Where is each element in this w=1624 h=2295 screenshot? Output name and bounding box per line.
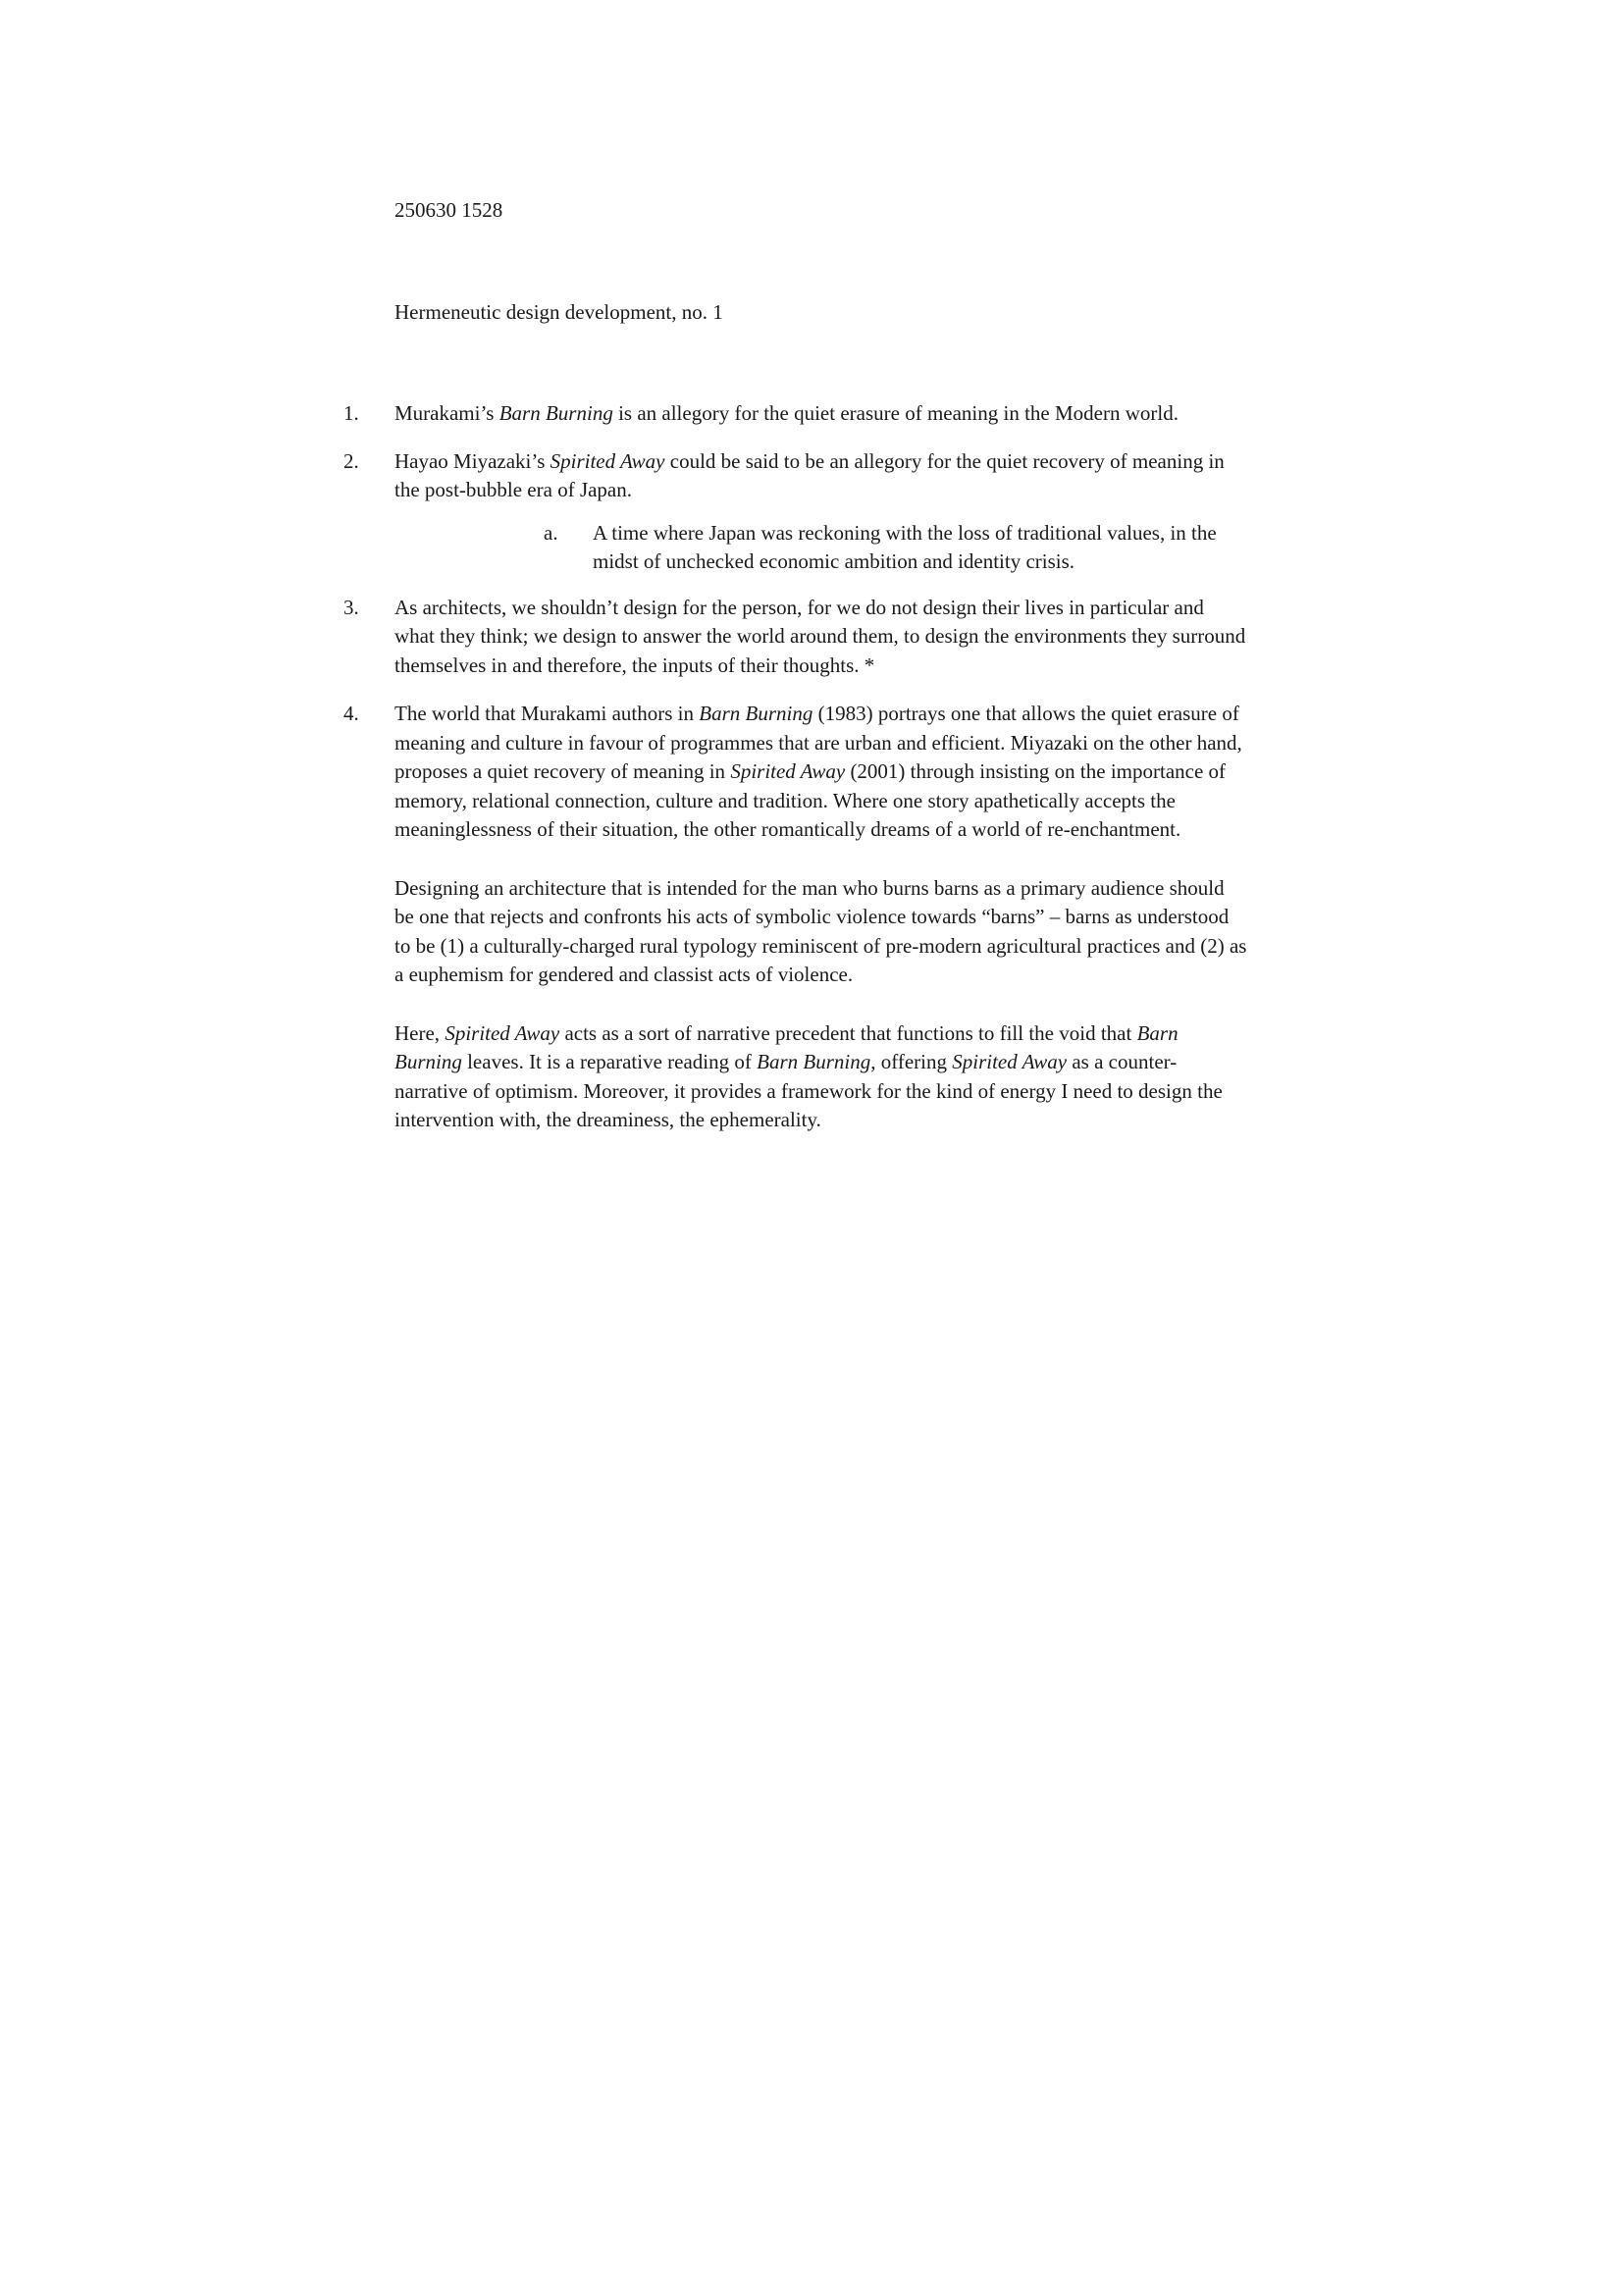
text-segment: Hayao Miyazaki’s xyxy=(394,448,550,473)
text-segment: could be said to be an allegory for the quiet recovery of meaning in the post-bubble era of Japan. xyxy=(394,448,1225,501)
list-number: 4. xyxy=(343,702,359,725)
italic-title: Spirited Away xyxy=(550,448,665,473)
text-segment: as a counter-narrative of optimism. Moreover, it provides a framework for the kind of energy I need to design the intervention with, the dreaminess, the ephemerality. xyxy=(394,1050,1223,1131)
sub-item-a xyxy=(394,519,1246,577)
document-title: Hermeneutic design development, no. 1 xyxy=(394,300,723,324)
list-number: 2. xyxy=(343,448,359,473)
italic-title: Barn Burning xyxy=(757,1050,871,1073)
italic-title: Barn Burning xyxy=(498,401,613,425)
numbered-list xyxy=(343,399,1246,1135)
list-item-text xyxy=(394,594,1248,681)
text-segment: Designing an architecture that is intended for the man who burns barns as a primary audience should be one that rejects and confronts his acts of symbolic violence towards “barns” – barns as understood to be (1) a culturally-charged rural typology reminiscent of pre-modern agricultural practices and (2) as a euphemism for gendered and classist acts of violence. xyxy=(394,875,1247,986)
list-item-text xyxy=(394,399,1248,429)
sub-item-text: A time where Japan was reckoning with the loss of traditional values, in the midst of unchecked economic ambition and identity crisis. xyxy=(593,520,1217,573)
list-item-text xyxy=(394,447,1248,505)
text-segment: acts as a sort of narrative precedent that functions to fill the void that xyxy=(559,1020,1137,1045)
text-segment: As architects, we shouldn’t design for the person, for we do not design their lives in particular and what they think; we design to answer the world around them, to design the environments they surround themselves in and therefore, the inputs of their thoughts. * xyxy=(394,595,1246,677)
text-segment: leaves. It is a reparative reading of xyxy=(461,1050,758,1073)
text-segment: is an allegory for the quiet erasure of meaning in the Modern world. xyxy=(612,401,1179,425)
list-item-3 xyxy=(343,594,1246,681)
text-segment: Here, xyxy=(394,1020,445,1045)
italic-title: Barn Burning xyxy=(699,702,813,725)
item-paragraph xyxy=(394,1019,1248,1135)
text-segment: Murakami’s xyxy=(394,401,499,425)
list-item-4 xyxy=(343,700,1246,1135)
italic-title: Spirited Away xyxy=(445,1020,560,1045)
list-item-1 xyxy=(343,399,1246,429)
sub-item-letter: a. xyxy=(544,520,558,545)
document-id: 250630 1528 xyxy=(394,198,503,222)
list-item-text xyxy=(394,700,1248,845)
list-number: 1. xyxy=(343,401,359,425)
item-paragraph xyxy=(394,874,1248,990)
italic-title: Barn Burning xyxy=(394,1020,1179,1073)
text-segment: (1983) portrays one that allows the quiet erasure of meaning and culture in favour of programmes that are urban and efficient. Miyazaki on the other hand, proposes a quiet recovery of meaning in xyxy=(394,702,1242,783)
text-segment: The world that Murakami authors in xyxy=(394,702,700,725)
italic-title: Spirited Away xyxy=(730,759,846,783)
list-item-2 xyxy=(343,447,1246,577)
text-segment: (2001) through insisting on the importance of memory, relational connection, culture and tradition. Where one story apathetically accepts the meaninglessness of their situation, the other romantically dreams of a world of re-enchantment. xyxy=(394,759,1227,841)
list-number: 3. xyxy=(343,595,359,619)
text-segment: , offering xyxy=(870,1050,953,1073)
italic-title: Spirited Away xyxy=(952,1050,1068,1073)
